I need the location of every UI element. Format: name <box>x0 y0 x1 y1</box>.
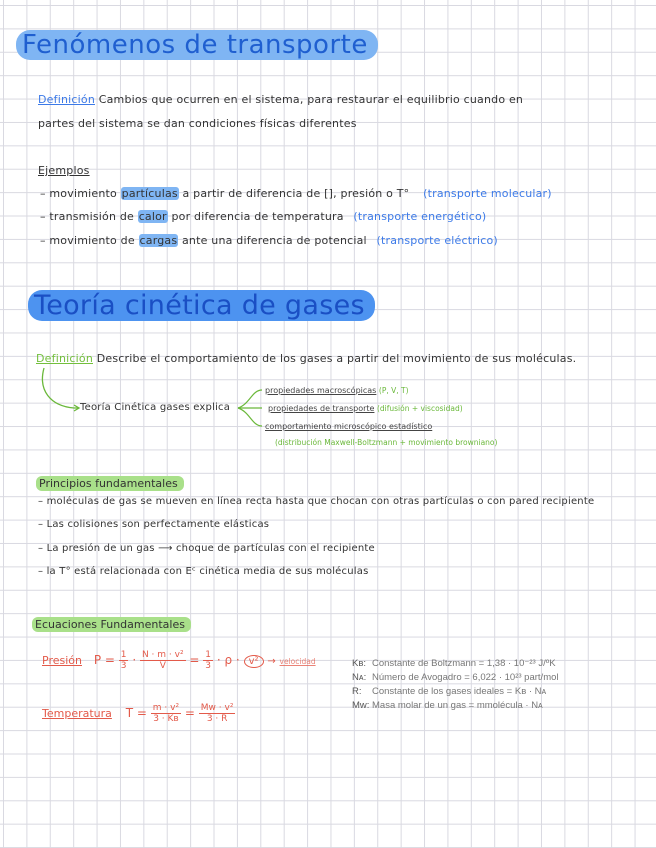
example-highlight: calor <box>138 210 167 223</box>
principle-item: – moléculas de gas se mueven en línea recta hasta que chocan con otras partículas o con pared recipiente <box>38 496 595 507</box>
constant-symbol: Mᴡ: <box>352 700 370 711</box>
branch-arrow <box>238 408 262 426</box>
fraction-denominator: V <box>159 661 166 671</box>
definition-label: Definición <box>38 93 95 106</box>
fraction-numerator: 1 <box>120 650 127 660</box>
fraction-numerator: N · m · v² <box>141 650 184 660</box>
example-text: por diferencia de temperatura <box>167 210 344 223</box>
example-note: (transporte molecular) <box>423 187 552 200</box>
principle-item: – La presión de un gas ⟶ choque de partículas con el recipiente <box>38 543 375 554</box>
fraction <box>199 703 236 724</box>
principles-label: Principios fundamentales <box>36 476 184 491</box>
fraction <box>151 703 181 724</box>
example-highlight: cargas <box>139 234 178 247</box>
arrow-icon: → <box>267 656 276 667</box>
definition-arrow <box>42 368 78 408</box>
branch-item <box>265 386 409 395</box>
example-text: a partir de diferencia de [], presión o T° <box>178 187 410 200</box>
equations-label-wrap <box>32 613 191 632</box>
example-text: ante una diferencia de potencial <box>178 234 367 247</box>
theory-label: Teoría Cinética gases explica <box>80 402 231 413</box>
branch-text: propiedades macroscópicas <box>265 386 377 395</box>
fraction <box>140 650 186 671</box>
temperature-label: Temperatura <box>42 707 112 720</box>
branch-text: comportamiento microscópico estadístico <box>265 422 433 431</box>
rho-symbol: · ρ · <box>216 653 240 667</box>
v2-circled: v² <box>244 655 264 668</box>
section-title-fenomenos: Fenómenos de transporte <box>16 30 378 60</box>
constant-row <box>352 686 546 697</box>
definition-label: Definición <box>36 352 93 365</box>
definition-text: Cambios que ocurren en el sistema, para restaurar el equilibrio cuando en <box>98 93 524 106</box>
fraction-numerator: 1 <box>205 650 212 660</box>
constant-row <box>352 672 559 683</box>
constant-text: Constante de Boltzmann = 1,38 · 10⁻²³ J/ºK <box>372 658 556 669</box>
temperature-lhs: T = <box>125 706 147 720</box>
fraction-denominator: 3 <box>120 661 127 671</box>
example-note: (transporte energético) <box>353 210 487 223</box>
fraction-denominator: 3 <box>205 661 212 671</box>
constant-text: Número de Avogadro = 6,022 · 10²³ part/mol <box>372 672 559 683</box>
constant-symbol: Kʙ: <box>352 658 367 669</box>
temperature-equation <box>42 703 235 724</box>
principle-item: – Las colisiones son perfectamente elásticas <box>38 519 270 530</box>
principles-label-wrap <box>36 472 184 491</box>
branch-note: (difusión + viscosidad) <box>376 404 463 413</box>
principle-item: – la T° está relacionada con Eᶜ cinética media de sus moléculas <box>38 566 369 577</box>
pressure-label: Presión <box>42 654 82 667</box>
fraction <box>119 650 129 671</box>
example-highlight: partículas <box>121 187 178 200</box>
constant-row <box>352 700 543 711</box>
pressure-equation: Presión P = $\frac{1}{3}$ · $\frac{\text{N · m · v²}}{V}$ = $\frac{1}{3}$ · ρ · v² → velocidad <box>42 650 316 671</box>
example-text: – movimiento de <box>40 234 139 247</box>
branch-3-note: (distribución Maxwell-Boltzmann + movimiento browniano) <box>275 438 498 447</box>
example-note: (transporte eléctrico) <box>376 234 498 247</box>
fraction-denominator: 3 · Kʙ <box>153 714 179 724</box>
branch-item <box>268 404 463 413</box>
example-text: – transmisión de <box>40 210 138 223</box>
example-item <box>40 187 552 200</box>
equals-sign: = <box>189 653 200 667</box>
constant-row <box>352 658 556 669</box>
fraction <box>203 650 213 671</box>
branch-text: propiedades de transporte <box>268 404 375 413</box>
equals-sign: = <box>184 706 195 720</box>
fraction-denominator: 3 · R <box>206 714 228 724</box>
example-text: – movimiento <box>40 187 121 200</box>
definition-text: Describe el comportamiento de los gases a partir del movimiento de sus moléculas. <box>96 352 577 365</box>
concept-arrows <box>30 360 280 440</box>
constant-symbol: Nᴀ: <box>352 672 367 683</box>
definition-line-2: partes del sistema se dan condiciones físicas diferentes <box>38 117 357 130</box>
examples-label: Ejemplos <box>38 164 90 177</box>
example-item <box>40 234 498 247</box>
example-item <box>40 210 486 223</box>
section-title-teoria: Teoría cinética de gases <box>28 290 375 321</box>
equations-label: Ecuaciones Fundamentales <box>32 617 191 632</box>
branch-note: (P, V, T) <box>378 386 409 395</box>
constant-text: Constante de los gases ideales = Kʙ · Nᴀ <box>372 686 547 697</box>
definition-line-1 <box>38 93 523 106</box>
constant-text: Masa molar de un gas = mmolécula · Nᴀ <box>372 700 543 711</box>
branch-arrow <box>238 390 262 408</box>
fraction-numerator: m · v² <box>152 703 180 713</box>
v2-note: velocidad <box>279 657 316 666</box>
pressure-lhs: P = <box>93 653 115 667</box>
branch-item <box>265 422 432 431</box>
fraction-numerator: Mᴡ · v² <box>200 703 234 713</box>
constant-symbol: R: <box>352 686 362 697</box>
